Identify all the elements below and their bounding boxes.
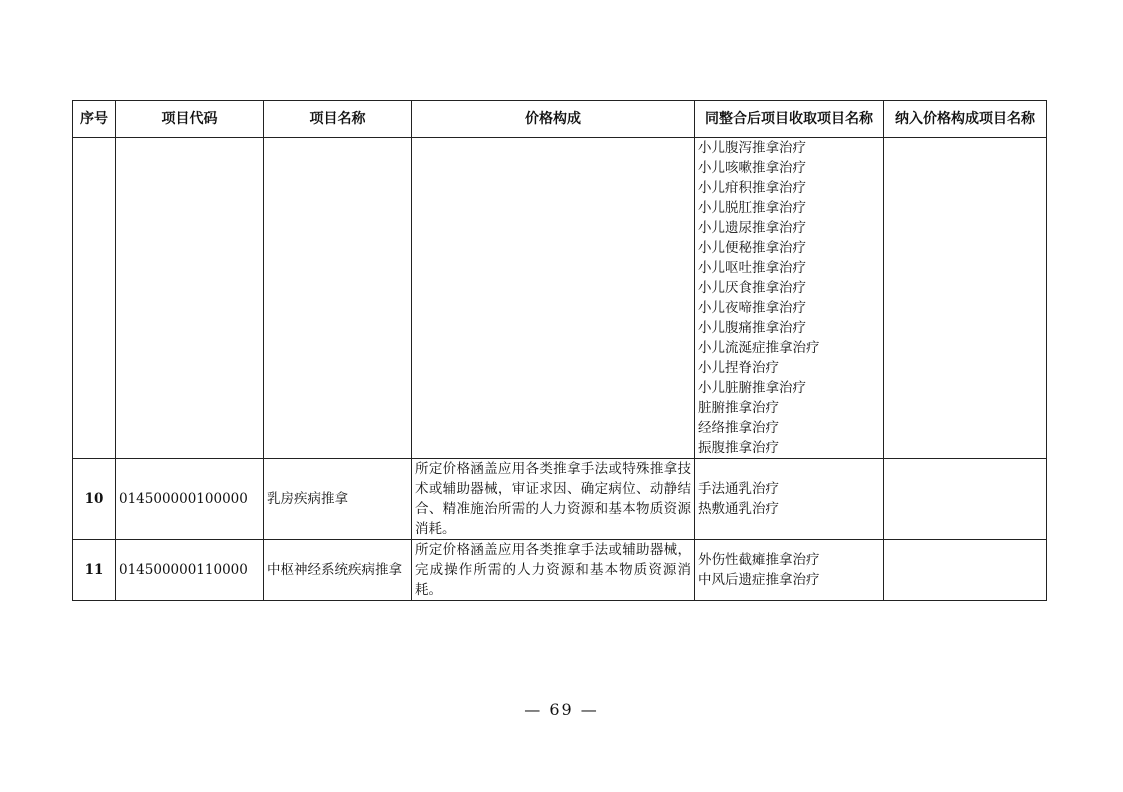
cell-price: 所定价格涵盖应用各类推拿手法或辅助器械，完成操作所需的人力资源和基本物质资源消耗。 [412,540,695,601]
cell-code: 014500000110000 [116,540,264,601]
table-header-row [73,101,1047,138]
merged-item: 小儿腹痛推拿治疗 [698,320,806,336]
header-index: 序号 [73,101,116,138]
merged-item: 小儿脱肛推拿治疗 [698,200,806,216]
cell-price [412,138,695,459]
merged-item: 小儿脏腑推拿治疗 [698,380,806,396]
cell-index: 11 [73,540,116,601]
table-row [73,459,1047,540]
cell-name: 中枢神经系统疾病推拿 [264,540,412,601]
merged-item: 小儿疳积推拿治疗 [698,180,806,196]
page-number: — 69 — [524,700,599,719]
cell-name: 乳房疾病推拿 [264,459,412,540]
cell-index: 10 [73,459,116,540]
merged-item: 经络推拿治疗 [698,420,779,436]
merged-item: 小儿呕吐推拿治疗 [698,260,806,276]
merged-item: 小儿厌食推拿治疗 [698,280,806,296]
merged-item: 脏腑推拿治疗 [698,400,779,416]
cell-merged [695,138,884,459]
merged-item: 中风后遗症推拿治疗 [698,572,820,588]
merged-item: 小儿咳嗽推拿治疗 [698,160,806,176]
merged-item: 外伤性截瘫推拿治疗 [698,552,820,568]
table-row [73,540,1047,601]
table-row [73,138,1047,459]
header-name: 项目名称 [264,101,412,138]
merged-item: 小儿遗尿推拿治疗 [698,220,806,236]
header-price: 价格构成 [412,101,695,138]
merged-item: 手法通乳治疗 [698,481,779,497]
cell-merged [695,459,884,540]
merged-item: 小儿夜啼推拿治疗 [698,300,806,316]
merged-item: 小儿便秘推拿治疗 [698,240,806,256]
cell-included [884,540,1047,601]
merged-item: 振腹推拿治疗 [698,440,779,456]
header-merged: 同整合后项目收取项目名称 [695,101,884,138]
cell-code: 014500000100000 [116,459,264,540]
cell-index [73,138,116,459]
price-table [72,100,1047,601]
cell-code [116,138,264,459]
merged-item: 小儿腹泻推拿治疗 [698,140,806,156]
merged-item: 小儿捏脊治疗 [698,360,779,376]
merged-item: 热敷通乳治疗 [698,501,779,517]
header-included: 纳入价格构成项目名称 [884,101,1047,138]
merged-item: 小儿流涎症推拿治疗 [698,340,820,356]
cell-price: 所定价格涵盖应用各类推拿手法或特殊推拿技术或辅助器械，审证求因、确定病位、动静结合、精准施治所需的人力资源和基本物质资源消耗。 [412,459,695,540]
header-code: 项目代码 [116,101,264,138]
cell-included [884,459,1047,540]
cell-merged [695,540,884,601]
cell-included [884,138,1047,459]
cell-name [264,138,412,459]
